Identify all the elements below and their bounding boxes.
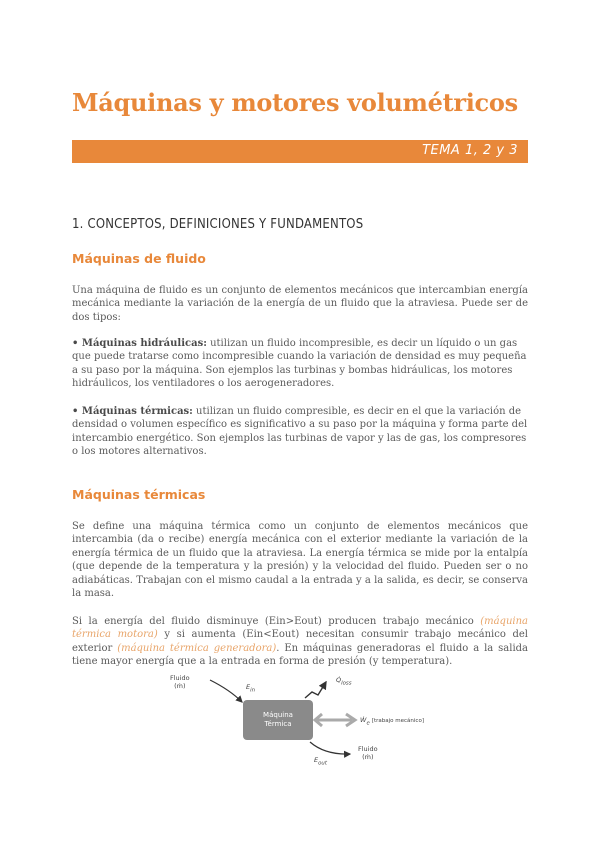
e-out-sub: out [318,760,327,767]
e-out-text: E [314,756,319,764]
section-heading: 1. CONCEPTOS, DEFINICIONES Y FUNDAMENTOS [72,217,364,232]
q-sub: loss [341,680,352,687]
paragraph-termicas-text: utilizan un fluido compresible, es decir en el que la variación de densidad o volumen específico es significativo a su paso por la máquina y forma parte del intercambio energético. Son ejemplos las turbinas de vapor y las de gas, los compresores o los motores alternativos. [72,406,528,458]
topic-band [72,140,528,163]
term-generadora: (máquina térmica generadora) [117,642,277,654]
w-note: [trabajo mecánico] [371,718,424,724]
box-label-line2: Térmica [264,720,292,728]
paragraph-definicion: Se define una máquina térmica como un conjunto de elementos mecánicos que intercambia (da o recibe) energía mecánica con el exterior mediante la variación de la energía térmica de un fluido que la atraviesa. La energía térmica se mide por la entalpía (que depende de la temperatura y la presión) y la velocidad del fluido. Pueden ser o no adiabáticas. Trabajan con el mismo caudal a la entrada y a la salida, es decir, se conserva la masa. [72,521,528,600]
fluid-in-label [170,674,190,690]
thermal-machine-box [243,700,313,740]
fluid-in-sub: (ṁ) [174,682,186,690]
topic-label: TEMA 1, 2 y 3 [422,143,518,158]
w-sub: e [366,720,370,727]
energia-text-3: . En máquinas generadoras el fluido a la salida tiene mayor energía que a la entrada en forma de presión (y temperatura). [72,642,529,668]
subheading-maquinas-termicas: Máquinas térmicas [72,487,206,502]
thermal-machine-diagram [160,670,440,770]
fluid-out-text: Fluido [358,745,378,753]
fluid-out-label [358,745,378,761]
paragraph-hidraulicas [72,337,528,391]
w-text: Ẇ [360,716,367,724]
paragraph-energia [72,615,528,669]
fluid-out-sub: (ṁ) [362,753,374,761]
term-motora: (máquina térmica motora) [72,616,528,641]
heat-loss-arrow [305,682,326,698]
e-in-sub: in [250,687,256,694]
document-title: Máquinas y motores volumétricos [72,88,518,117]
box-label-line1: Máquina [263,711,293,719]
subheading-maquinas-fluido: Máquinas de fluido [72,251,206,266]
paragraph-hidraulicas-text: utilizan un fluido incompresible, es decir un líquido o un gas que puede tratarse como incompresible cuando la variación de densidad es muy pequeña a su paso por la máquina. Son ejemplos las turbinas y bombas hidráulicas, los motores hidráulicos, los ventiladores o los aerogeneradores. [72,338,527,390]
energia-text-2: y si aumenta (Ein<Eout) necesitan consumir trabajo mecánico del exterior [72,629,528,654]
energia-text-1: Si la energía del fluido disminuye (Ein>Eout) producen trabajo mecánico [72,616,481,627]
e-out-label [314,756,327,767]
work-label [360,716,424,727]
paragraph-intro: Una máquina de fluido es un conjunto de elementos mecánicos que intercambian energía mecánica mediante la variación de la energía de un fluido que la atraviesa. Puede ser de dos tipos: [72,285,528,323]
term-hidraulicas: • Máquinas hidráulicas: [72,338,207,349]
inflow-arrow [210,680,242,702]
term-termicas: • Máquinas térmicas: [72,406,193,417]
outflow-arrow [310,742,350,754]
fluid-in-text: Fluido [170,674,190,682]
paragraph-termicas [72,405,528,459]
q-text: Q̇ [336,676,342,684]
e-in-text: E [246,683,251,691]
q-loss-label [336,676,352,687]
e-in-label [246,683,255,694]
